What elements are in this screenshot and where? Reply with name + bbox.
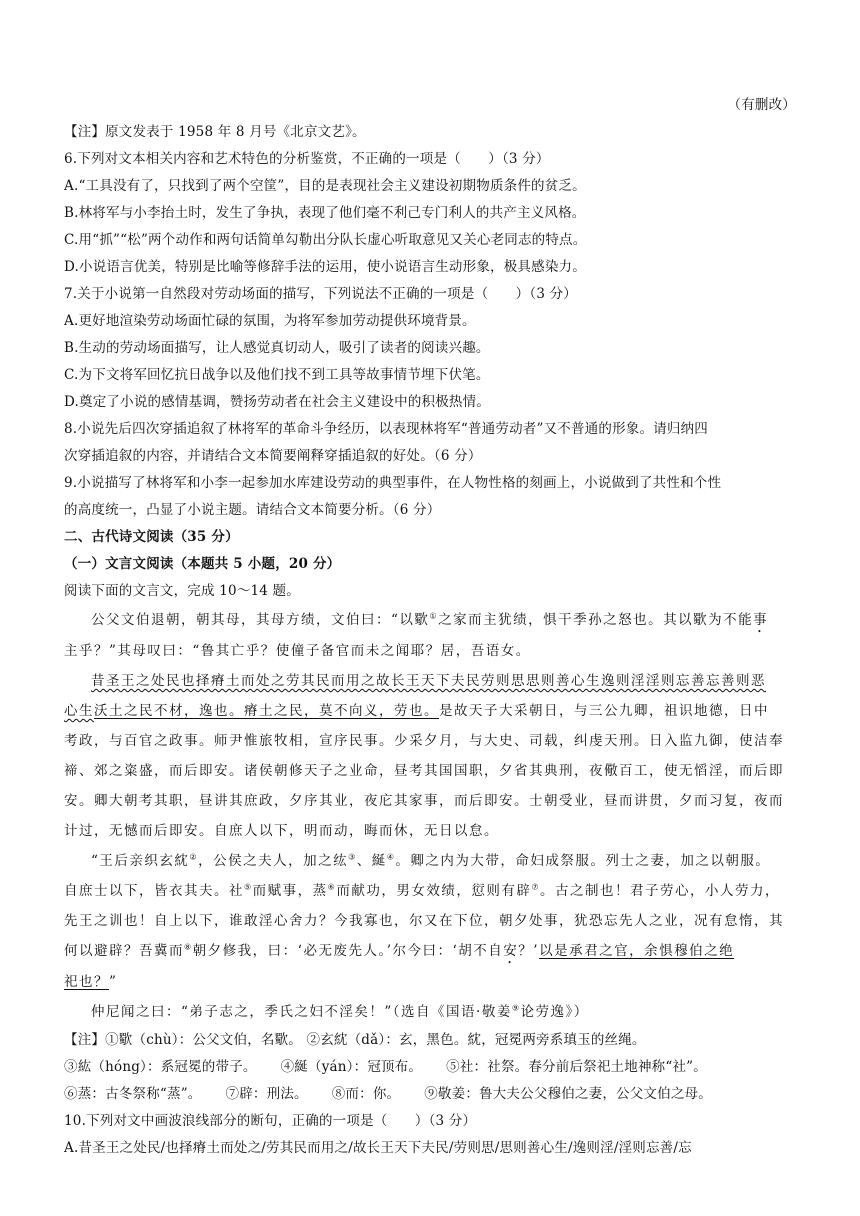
footnote-marker: ③ [348, 852, 357, 862]
document-page [64, 92, 796, 1162]
question-stem: 6.下列对文本相关内容和艺术特色的分析鉴赏，不正确的一项是（ ）（3 分） [64, 151, 550, 167]
section-heading: 二、古代诗文阅读（35 分） [64, 529, 239, 545]
passage-line: 安。卿大朝考其职，昼讲其庶政，夕序其业，夜庀其家事，而后即安。士朝受业，昼而讲贯，夕而习复，夜而 [64, 793, 784, 809]
passage-line [64, 696, 796, 726]
footnote-marker: ⑥ [327, 882, 337, 892]
option-d: D.小说语言优美，特别是比喻等修辞手法的运用，使小说语言生动形象，极具感染力。 [64, 259, 586, 275]
question-6 [64, 146, 796, 281]
wavy-text: 心生 [64, 703, 94, 719]
option-d: D.奠定了小说的感情基调，赞扬劳动者在社会主义建设中的积极热情。 [64, 394, 491, 410]
footnote-marker: ① [429, 611, 439, 621]
passage-line [64, 936, 796, 967]
passage-line [64, 876, 796, 906]
text-run: 论劳逸》） [520, 1004, 589, 1020]
option-c: C.为下文将军回忆抗日战争以及他们找不到工具等故事情节埋下伏笔。 [64, 367, 490, 383]
option-a: A.昔圣王之处民/也择瘠土而处之/劳其民而用之/故长王天下夫民/劳则思/思则善心生/逸则淫/淫则忘善/忘 [64, 1140, 692, 1156]
emphasis-char: 安 [503, 943, 519, 959]
question-8 [64, 416, 796, 470]
option-c: C.用“抓”“松”两个动作和两句话简单勾勒出分队长虚心听取意见又关心老同志的特点。 [64, 232, 587, 248]
footnote-marker: ⑧ [184, 942, 193, 952]
footnotes [64, 1027, 796, 1108]
text-run: 自庶士以下，皆衣其夫。社 [64, 883, 244, 899]
text-run: 。古之制也！君子劳心，小人劳力， [540, 883, 781, 899]
passage-line [64, 846, 796, 876]
text-run: 之家而主犹绩，惧干季孙之怒也。其以歜为不能 [438, 612, 754, 628]
subsection-heading: （一）文言文阅读（本题共 5 小题，20 分） [64, 556, 341, 572]
wavy-line [64, 666, 796, 696]
passage-line: 先王之训也！自上以下，谁敢淫心舍力？今我寡也，尔又在下位，朝夕处事，犹恐忘先人之业，况有怠惰，其 [64, 913, 784, 929]
footnote-marker: ⑤ [244, 882, 253, 892]
text-run: 公父文伯退朝，朝其母，其母方绩，文伯曰：“以歜 [91, 612, 430, 628]
footnote: ⑧而：你。 [331, 1086, 401, 1102]
text-run: ？’ [518, 943, 540, 959]
footnote: ⑤社：社祭。春分前后祭祀土地神称“社”。 [446, 1059, 707, 1075]
passage-line: 禘、郊之粢盛，而后即安。诸侯朝修天子之业命，昼考其国国职，夕省其典刑，夜儆百工，使无慆淫，而后即 [64, 763, 784, 779]
emphasis-char: 事 [753, 612, 769, 628]
underlined-text: 以是承君之官，余惧穆伯之绝 [539, 943, 735, 959]
footnote-marker: ④ [386, 852, 396, 862]
footnote: ⑥蒸：古冬祭称“蒸”。 [64, 1086, 202, 1102]
passage-line: 考政，与百官之政事。师尹惟旅牧相，宣序民事。少采夕月，与大史、司载，纠虔天刑。日入监九御，使洁奉 [64, 733, 784, 749]
text-run: 何以避辟？吾冀而 [64, 943, 184, 959]
text-run: 朝夕修我，曰：‘必无废先人。’尔今曰：‘胡不自 [192, 943, 504, 959]
question-9 [64, 470, 796, 524]
question-line: 次穿插追叙的内容，并请结合文本简要阐释穿插追叙的好处。（6 分） [64, 448, 482, 464]
option-a: A.更好地渲染劳动场面忙碌的氛围，为将军参加劳动提供环境背景。 [64, 313, 476, 329]
source-note: 【注】原文发表于 1958 年 8 月号《北京文艺》。 [64, 124, 366, 140]
text-run: ” [109, 974, 118, 990]
reading-instruction: 阅读下面的文言文，完成 10～14 题。 [64, 583, 300, 599]
footnote-marker: ② [189, 852, 199, 862]
passage-line [64, 967, 796, 997]
wavy-text: 昔圣王之处民也择瘠土而处之劳其民而用之故长王天下夫民劳则思思则善心生逸则淫淫则忘善忘善则恶 [91, 673, 766, 689]
passage-line [64, 997, 796, 1027]
footnote-line [64, 1054, 796, 1081]
text-run: ，公侯之夫人，加之纮 [198, 853, 349, 869]
question-line: 8.小说先后四次穿插追叙了林将军的革命斗争经历，以表现林将军“普通劳动者”又不普通的形象。请归纳四 [64, 421, 708, 437]
revision-note: （有删改） [727, 97, 796, 113]
classical-passage [64, 605, 796, 1027]
passage-line [64, 605, 796, 636]
text-run: “王后亲织玄紞 [91, 853, 190, 869]
text-run: 是故天子大采朝日，与三公九卿，祖识地德，日中 [439, 703, 769, 719]
question-line: 的高度统一，凸显了小说主题。请结合文本简要分析。（6 分） [64, 502, 441, 518]
passage-line: 主乎？”其母叹曰：“鲁其亡乎？使僮子备官而未之闻耶？居，吾语女。 [64, 643, 531, 659]
text-run: 而赋事，蒸 [252, 883, 328, 899]
text-run: 而献功，男女效绩，愆则有辟 [336, 883, 532, 899]
option-b: B.生动的劳动场面描写，让人感觉真切动人，吸引了读者的阅读兴趣。 [64, 340, 490, 356]
text-run: 、綖 [356, 853, 387, 869]
question-stem: 7.关于小说第一自然段对劳动场面的描写，下列说法不正确的一项是（ ）（3 分） [64, 286, 578, 302]
footnote-marker: ⑨ [511, 1003, 521, 1013]
footnote: ⑨敬姜：鲁大夫公父穆伯之妻，公父文伯之母。 [424, 1086, 712, 1102]
footnote-marker: ⑦ [531, 882, 541, 892]
passage-line: 计过，无憾而后即安。自庶人以下，明而动，晦而休，无日以怠。 [64, 823, 499, 839]
text-run: 。卿之内为大带，命妇成祭服。列士之妻，加之以朝服。 [395, 853, 771, 869]
underlined-text: 祀也？ [64, 974, 109, 990]
question-7 [64, 281, 796, 416]
option-b: B.林将军与小李抬土时，发生了争执，表现了他们毫不利己专门利人的共产主义风格。 [64, 205, 586, 221]
footnote: ③紘（hóng）：系冠冕的带子。 [64, 1059, 257, 1075]
footnote: ⑦辟：刑法。 [225, 1086, 308, 1102]
underlined-text: 沃土之民不材，逸也。瘠土之民，莫不向义，劳也。 [94, 703, 439, 719]
text-run: 仲尼闻之曰：“弟子志之，季氏之妇不淫矣！”（选自《国语·敬姜 [91, 1004, 512, 1020]
footnote-line: 【注】①歜（chù）：公父文伯，名歜。 ②玄紞（dǎ）：玄，黑色。紞，冠冕两旁系瑱玉的丝绳。 [64, 1032, 646, 1048]
question-10 [64, 1108, 796, 1162]
footnote-line [64, 1081, 796, 1108]
footnote: ④綖（yán）：冠顶布。 [280, 1059, 423, 1075]
question-line: 9.小说描写了林将军和小李一起参加水库建设劳动的典型事件，在人物性格的刻画上，小说做到了共性和个性 [64, 475, 722, 491]
question-stem: 10.下列对文中画波浪线部分的断句，正确的一项是（ ）（3 分） [64, 1113, 477, 1129]
option-a: A.“工具没有了，只找到了两个空筐”，目的是表现社会主义建设初期物质条件的贫乏。 [64, 178, 586, 194]
